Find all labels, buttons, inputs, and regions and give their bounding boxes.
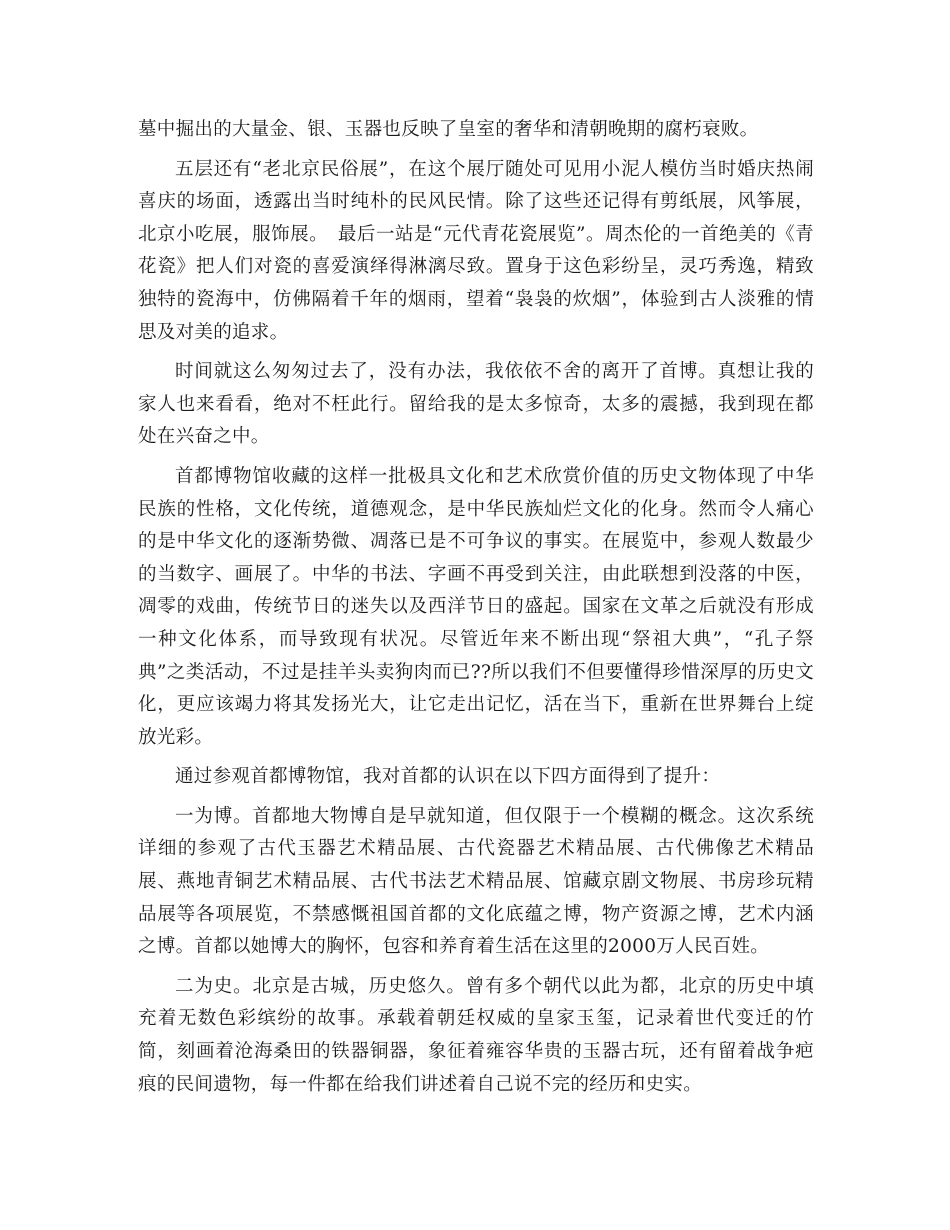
paragraph-four-aspects-intro: 通过参观首都博物馆，我对首都的认识在以下四方面得到了提升： xyxy=(175,766,721,788)
paragraph-departure: 时间就这么匆匆过去了，没有办法，我依依不舍的离开了首博。真想让我的家人也来看看，绝对不枉此行。留给我的是太多惊奇，太多的震撼，我到现在都处在兴奋之中。 xyxy=(138,361,814,448)
body-text xyxy=(138,114,814,1101)
paragraph-continuation: 墓中掘出的大量金、银、玉器也反映了皇室的奢华和清朝晚期的腐朽衰败。 xyxy=(138,119,759,140)
paragraph-aspect-history: 二为史。北京是古城，历史悠久。曾有多个朝代以此为都，北京的历史中填充着无数色彩缤纷的故事。承载着朝廷权威的皇家玉玺，记录着世代变迁的竹简，刻画着沧海桑田的铁器铜器，象征着雍容华贵的玉器古玩，还有留着战争疤痕的民间遗物，每一件都在给我们讲述着自己说不完的经历和史实。 xyxy=(138,975,814,1095)
paragraph-aspect-breadth: 一为博。首都地大物博自是早就知道，但仅限于一个模糊的概念。这次系统详细的参观了古代玉器艺术精品展、古代瓷器艺术精品展、古代佛像艺术精品展、燕地青铜艺术精品展、古代书法艺术精品展、馆藏京剧文物展、书房珍玩精品展等各项展览，不禁感慨祖国首都的文化底蕴之博，物产资源之博，艺术内涵之博。首都以她博大的胸怀，包容和养育着生活在这里的2000万人民百姓。 xyxy=(138,805,814,958)
paragraph-folk-exhibition: 五层还有“老北京民俗展”，在这个展厅随处可见用小泥人模仿当时婚庆热闹喜庆的场面，透露出当时纯朴的民风民情。除了这些还记得有剪纸展，风筝展，北京小吃展，服饰展。 最后一站是“元代青花瓷展览”。周杰伦的一首绝美的《青花瓷》把人们对瓷的喜爱演绎得淋漓尽致。置身于这色彩纷呈，灵巧秀逸，精致独特的瓷海中，仿佛隔着千年的烟雨，望着“袅袅的炊烟”，体验到古人淡雅的情思及对美的追求。 xyxy=(138,158,814,343)
paragraph-culture-reflection: 首都博物馆收藏的这样一批极具文化和艺术欣赏价值的历史文物体现了中华民族的性格，文化传统，道德观念，是中华民族灿烂文化的化身。然而令人痛心的是中华文化的逐渐势微、凋落已是不可争议的事实。在展览中，参观人数最少的当数字、画展了。中华的书法、字画不再受到关注，由此联想到没落的中医，凋零的戏曲，传统节日的迷失以及西洋节日的盛起。国家在文革之后就没有形成一种文化体系，而导致现有状况。尽管近年来不断出现“祭祖大典”，“孔子祭典”之类活动，不过是挂羊头卖狗肉而已??所以我们不但要懂得珍惜深厚的历史文化，更应该竭力将其发扬光大，让它走出记忆，活在当下，重新在世界舞台上绽放光彩。 xyxy=(138,465,814,748)
